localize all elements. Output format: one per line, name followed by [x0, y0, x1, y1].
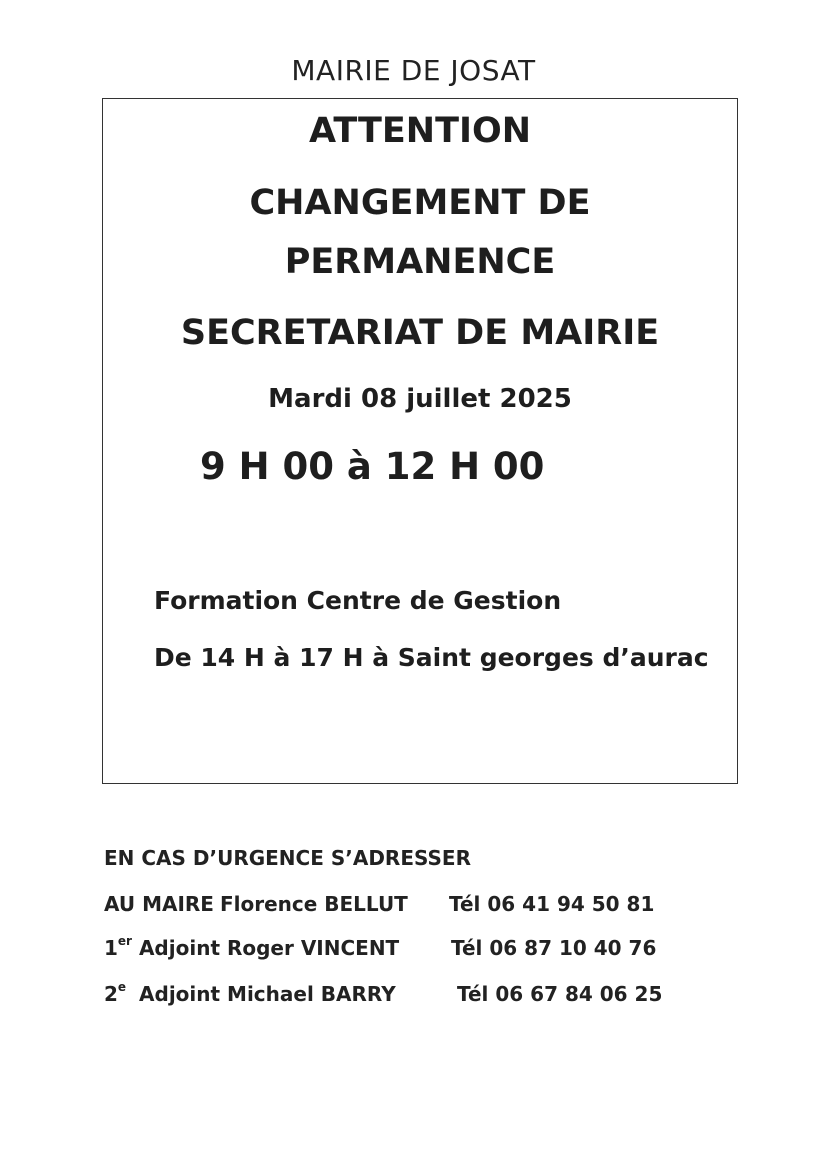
change-heading-line1: CHANGEMENT DE [249, 183, 591, 223]
contact-role: AU MAIRE [104, 892, 214, 916]
contact-role: Adjoint [138, 936, 220, 960]
contact-role-number: 2 [104, 982, 118, 1006]
mairie-title: MAIRIE DE JOSAT [291, 54, 536, 87]
contact-who [104, 982, 396, 1006]
contact-who [104, 936, 399, 960]
contact-name: Michael BARRY [227, 982, 396, 1006]
permanence-date: Mardi 08 juillet 2025 [268, 384, 572, 414]
permanence-hours: 9 H 00 à 12 H 00 [200, 445, 545, 488]
contact-role-ordinal: e [117, 980, 127, 994]
contact-phone: Tél 06 41 94 50 81 [449, 892, 655, 916]
change-heading-line2: PERMANENCE [284, 242, 556, 282]
contact-name: Florence BELLUT [219, 892, 408, 916]
contact-row [0, 892, 827, 922]
attention-heading: ATTENTION [308, 111, 532, 151]
secretariat-heading: SECRETARIAT DE MAIRIE [180, 313, 660, 353]
contact-phone: Tél 06 67 84 06 25 [457, 982, 663, 1006]
contact-role: Adjoint [139, 982, 221, 1006]
contact-row [0, 936, 827, 966]
formation-schedule: De 14 H à 17 H à Saint georges d’aurac [154, 643, 709, 672]
formation-label: Formation Centre de Gestion [154, 586, 562, 615]
contact-phone: Tél 06 87 10 40 76 [451, 936, 657, 960]
contact-name: Roger VINCENT [226, 936, 400, 960]
contact-row [0, 982, 827, 1012]
contact-who [104, 892, 408, 916]
contact-role-ordinal: er [117, 934, 132, 948]
contact-role-number: 1 [104, 936, 118, 960]
urgency-heading: EN CAS D’URGENCE S’ADRESSER [104, 846, 471, 870]
